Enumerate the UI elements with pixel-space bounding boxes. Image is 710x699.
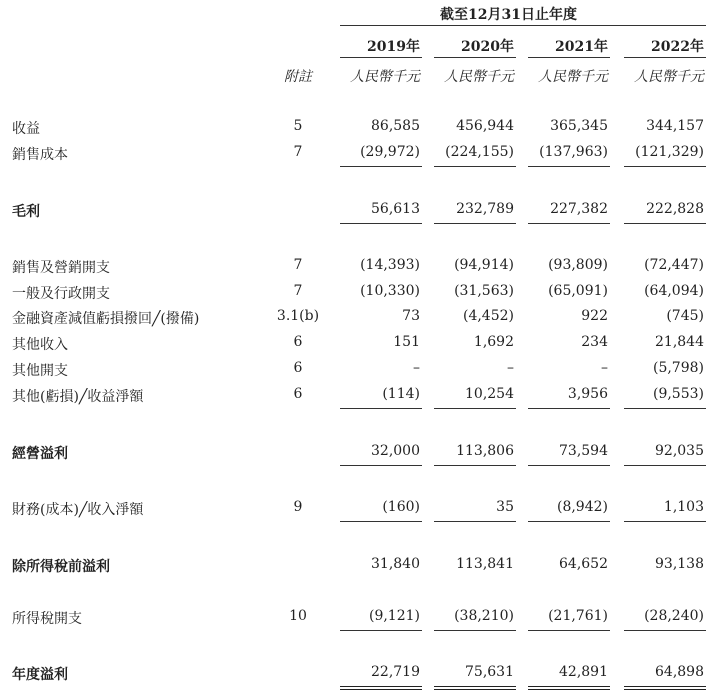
row-value: 64,898 [655,664,704,680]
unit-2022: 人民幣千元 [634,69,704,85]
note-column-header: 附註 [284,69,312,85]
row-value: 10,254 [465,386,514,402]
row-value: 151 [393,334,420,350]
row-note: 10 [289,608,307,624]
row-value: (64,094) [644,283,704,299]
row-label-revenue: 收益 [12,121,40,137]
row-label-selling-expenses: 銷售及營銷開支 [12,260,110,276]
subtotal-line [434,630,516,631]
row-label-profit-before-tax: 除所得稅前溢利 [12,559,110,575]
row-value: – [507,360,514,376]
subtotal-line [434,223,516,224]
row-value: (65,091) [548,283,608,299]
row-value: (10,330) [360,283,420,299]
subtotal-line [340,465,422,466]
subtotal-line [340,630,422,631]
subtotal-line [340,166,422,167]
subtotal-line [434,465,516,466]
row-value: 56,613 [371,201,420,217]
row-note: 6 [293,386,303,402]
total-double-underline [434,686,516,690]
subtotal-line [528,408,610,409]
row-label-profit-for-year: 年度溢利 [12,667,68,683]
row-value: 922 [581,308,608,324]
row-value: 22,719 [371,664,420,680]
row-value: 93,138 [655,556,704,572]
row-value: 3,956 [567,386,608,402]
row-note: 3.1(b) [276,308,320,324]
year-underline [434,57,516,58]
subtotal-line [434,408,516,409]
row-value: 32,000 [371,443,420,459]
year-2019: 2019年 [367,39,420,55]
row-value: 365,345 [550,118,608,134]
row-value: – [413,360,420,376]
subtotal-line [434,166,516,167]
period-underline [340,25,706,26]
row-value: (28,240) [644,608,704,624]
subtotal-line [624,521,706,522]
row-value: (121,329) [635,144,704,160]
row-note: 7 [293,144,303,160]
subtotal-line [624,408,706,409]
row-value: 21,844 [655,334,704,350]
row-value: (14,393) [360,257,420,273]
year-underline [624,57,706,58]
subtotal-line [340,223,422,224]
row-note: 6 [293,360,303,376]
row-value: (4,452) [462,308,514,324]
row-value: 344,157 [646,118,704,134]
row-value: 35 [496,499,514,515]
row-label-other-expenses: 其他開支 [12,363,68,379]
row-value: 222,828 [646,201,704,217]
total-double-underline [528,686,610,690]
row-value: 1,692 [473,334,514,350]
row-value: 64,652 [559,556,608,572]
row-value: 73,594 [559,443,608,459]
row-value: 232,789 [456,201,514,217]
unit-2021: 人民幣千元 [538,69,608,85]
row-note: 7 [293,257,303,273]
row-value: (93,809) [548,257,608,273]
unit-2020: 人民幣千元 [444,69,514,85]
subtotal-line [528,465,610,466]
row-value: (745) [666,308,704,324]
row-label-gross-profit: 毛利 [12,204,40,220]
row-value: (137,963) [539,144,608,160]
row-value: 73 [402,308,420,324]
row-note: 6 [293,334,303,350]
subtotal-line [340,408,422,409]
subtotal-line [624,630,706,631]
year-2022: 2022年 [651,39,704,55]
subtotal-line [624,465,706,466]
row-value: (160) [382,499,420,515]
row-label-finance-net: 財務(成本)╱收入淨額 [12,502,144,518]
row-label-admin-expenses: 一般及行政開支 [12,286,110,302]
subtotal-line [434,521,516,522]
row-value: 31,840 [371,556,420,572]
year-underline [528,57,610,58]
row-note: 9 [293,499,303,515]
subtotal-line [624,166,706,167]
year-2021: 2021年 [555,39,608,55]
row-label-impairment: 金融資產減值虧損撥回╱(撥備) [12,311,200,327]
total-double-underline [340,686,422,690]
row-value: 456,944 [456,118,514,134]
row-value: (9,121) [368,608,420,624]
row-value: 227,382 [550,201,608,217]
row-value: 113,841 [456,556,514,572]
row-value: (72,447) [644,257,704,273]
total-double-underline [624,686,706,690]
row-label-other-gains: 其他(虧損)╱收益淨額 [12,389,144,405]
year-underline [340,57,422,58]
row-value: 75,631 [465,664,514,680]
subtotal-line [340,521,422,522]
row-value: (224,155) [445,144,514,160]
period-header: 截至12月31日止年度 [440,7,577,23]
subtotal-line [528,521,610,522]
row-value: (38,210) [454,608,514,624]
row-value: 86,585 [371,118,420,134]
row-label-cost-of-sales: 銷售成本 [12,147,68,163]
row-value: 42,891 [559,664,608,680]
row-note: 5 [293,118,303,134]
row-value: (114) [382,386,420,402]
row-value: (94,914) [454,257,514,273]
row-label-operating-profit: 經營溢利 [12,446,68,462]
subtotal-line [624,223,706,224]
row-value: (8,942) [556,499,608,515]
row-note: 7 [293,283,303,299]
row-value: (29,972) [360,144,420,160]
row-value: – [601,360,608,376]
row-label-other-income: 其他收入 [12,337,68,353]
row-value: 113,806 [456,443,514,459]
row-value: (9,553) [652,386,704,402]
row-value: 1,103 [663,499,704,515]
row-value: (21,761) [548,608,608,624]
unit-2019: 人民幣千元 [350,69,420,85]
subtotal-line [528,166,610,167]
subtotal-line [528,630,610,631]
row-value: (5,798) [652,360,704,376]
row-value: 234 [581,334,608,350]
row-value: 92,035 [655,443,704,459]
year-2020: 2020年 [461,39,514,55]
row-label-income-tax: 所得稅開支 [12,611,82,627]
subtotal-line [528,223,610,224]
row-value: (31,563) [454,283,514,299]
